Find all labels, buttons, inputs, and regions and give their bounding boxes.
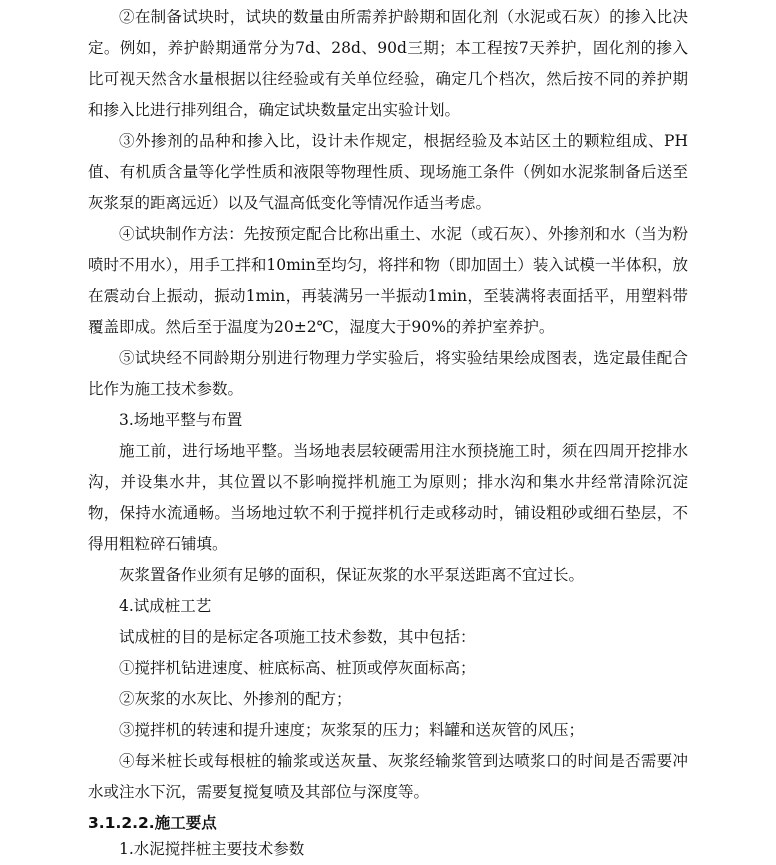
paragraph-admixture: ③外掺剂的品种和掺入比，设计未作规定，根据经验及本站区土的颗粒组成、PH值、有机质含量等化学性质和液限等物理性质、现场施工条件（例如水泥浆制备后送至灰浆泵的距离远近）以及气温高低变化等情况作适当考虑。 — [88, 132, 688, 212]
subsection-heading: 1.水泥搅拌桩主要技术参数 — [119, 840, 305, 858]
list-item-3: ③搅拌机的转速和提升速度；灰浆泵的压力；料罐和送灰管的风压； — [119, 721, 585, 739]
list-item-4: ④每米桩长或每根桩的输浆或送灰量、灰浆经输浆管到达喷浆口的时间是否需要冲水或注水下沉，需要复搅复喷及其部位与深度等。 — [88, 752, 688, 801]
section-heading: 3.1.2.2.施工要点 — [88, 814, 217, 832]
paragraph-sample-testing: ⑤试块经不同龄期分别进行物理力学实验后，将实验结果绘成图表，选定最佳配合比作为施工技术参数。 — [88, 349, 688, 398]
paragraph-trial-pile-intro: 试成桩的目的是标定各项施工技术参数，其中包括： — [119, 628, 476, 646]
paragraph-site-leveling: 施工前，进行场地平整。当场地表层较硬需用注水预挠施工时，须在四周开挖排水沟，并设集水井，其位置以不影响搅拌机施工为原则；排水沟和集水井经常清除沉淀物，保持水流通畅。当场地过软不利于搅拌机行走或移动时，铺设粗砂或细石垫层，不得用粗粒碎石铺填。 — [88, 442, 688, 553]
section-title-trial-pile: 4.试成桩工艺 — [119, 597, 212, 615]
paragraph-sample-quantity: ②在制备试块时，试块的数量由所需养护龄期和固化剂（水泥或石灰）的掺入比决定。例如，养护龄期通常分为7d、28d、90d三期；本工程按7天养护，固化剂的掺入比可视天然含水量根据以往经验或有关单位经验，确定几个档次，然后按不同的养护期和掺入比进行排列组合，确定试块数量定出实验计划。 — [88, 8, 688, 119]
section-title-site-leveling: 3.场地平整与布置 — [119, 411, 243, 429]
paragraph-sample-method: ④试块制作方法：先按预定配合比称出重土、水泥（或石灰）、外掺剂和水（当为粉喷时不用水），用手工拌和10min至均匀，将拌和物（即加固土）装入试模一半体积，放在震动台上振动，振动1min，再装满另一半振动1min，至装满将表面括平，用塑料带覆盖即成。然后至于温度为20±2℃，湿度大于90%的养护室养护。 — [88, 225, 688, 336]
list-item-2: ②灰浆的水灰比、外掺剂的配方； — [119, 690, 352, 708]
paragraph-grout-prep: 灰浆置备作业须有足够的面积，保证灰浆的水平泵送距离不宜过长。 — [119, 566, 585, 584]
list-item-1: ①搅拌机钻进速度、桩底标高、桩顶或停灰面标高； — [119, 659, 476, 677]
